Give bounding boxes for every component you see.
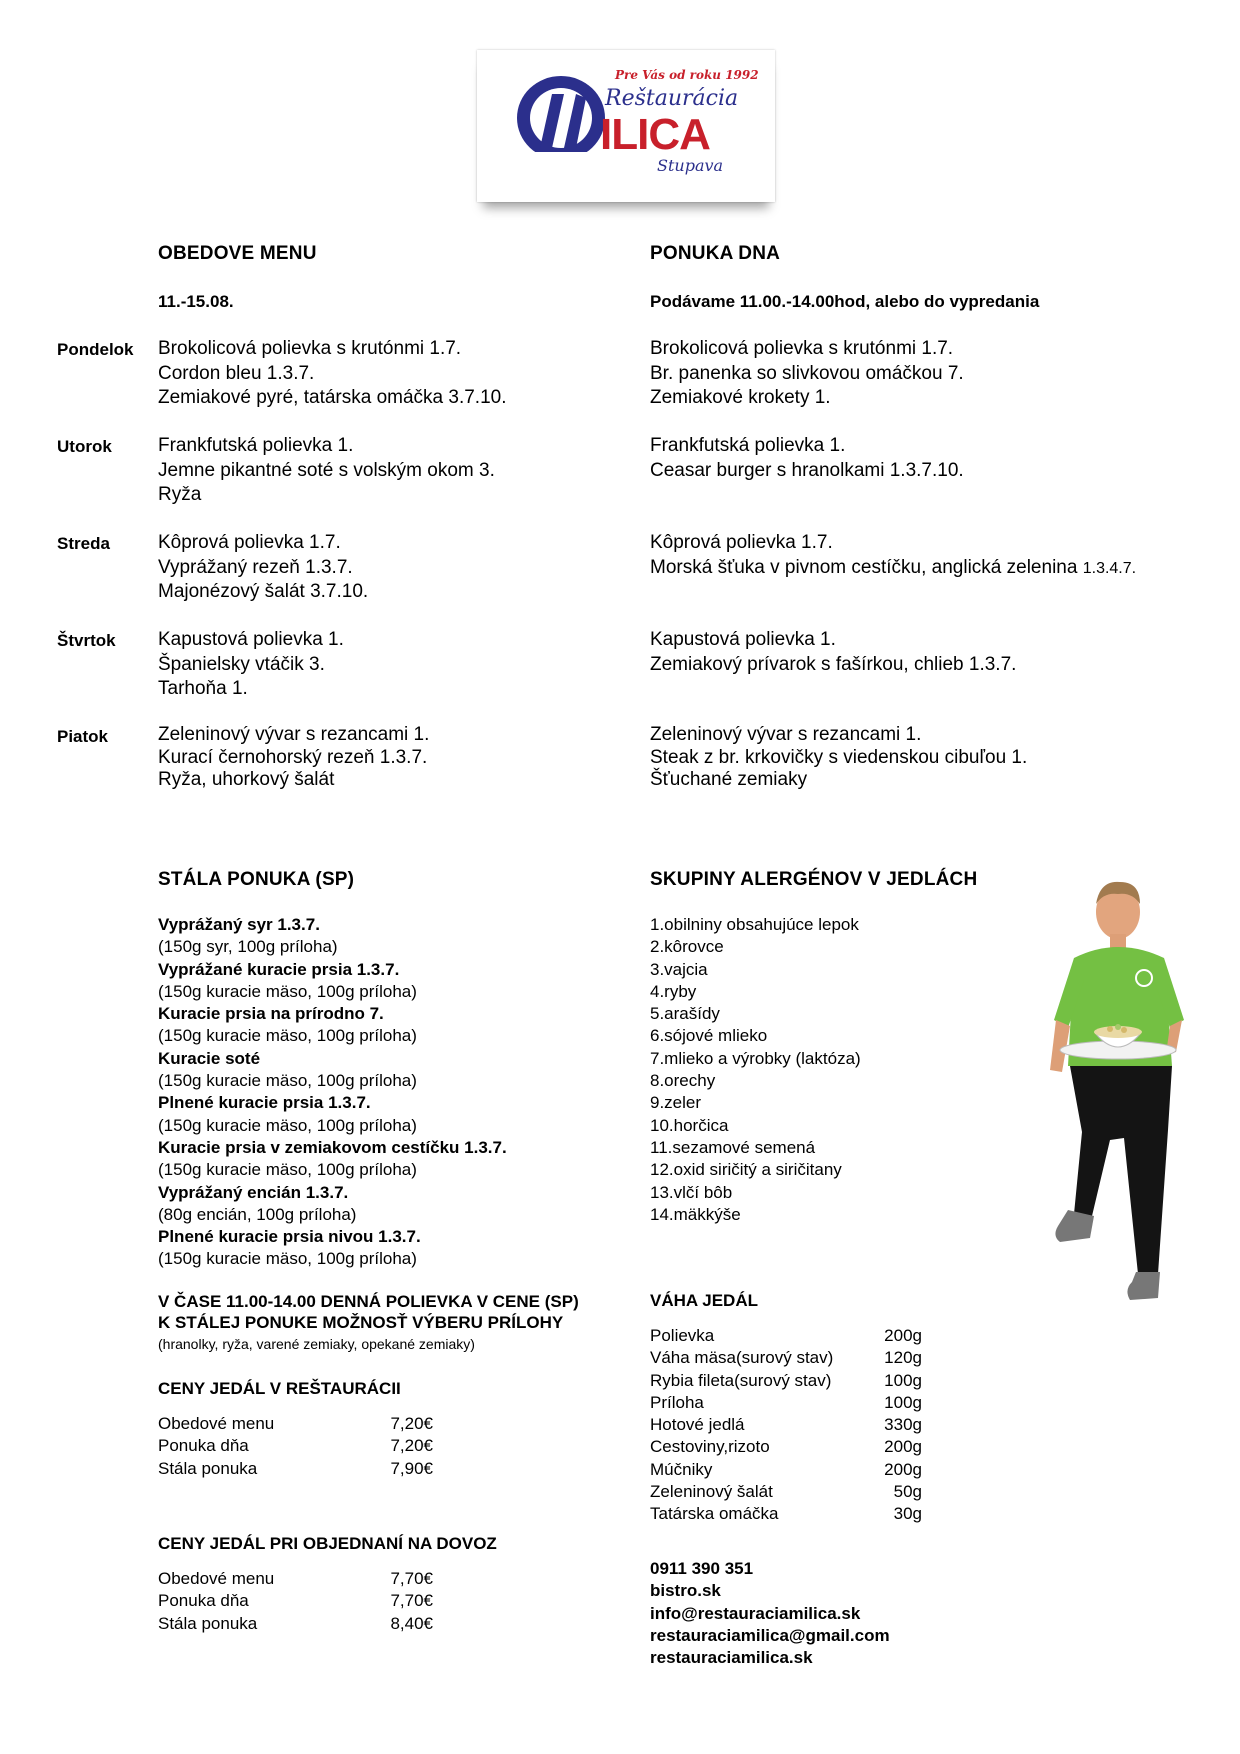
restaurant-prices-title: CENY JEDÁL V REŠTAURÁCII [158, 1379, 401, 1398]
allergen-item: 12.oxid siričitý a siričitany [650, 1160, 842, 1180]
offer-dishes [650, 531, 1240, 581]
weight-label: Rybia fileta(surový stav) [650, 1370, 832, 1390]
email-link[interactable]: restauraciamilica@gmail.com [650, 1625, 890, 1645]
lunch-dishes [158, 337, 638, 411]
allergen-item: 10.horčica [650, 1115, 729, 1135]
allergen-item: 13.vlčí bôb [650, 1182, 733, 1202]
offer-dishes [650, 337, 1210, 411]
soup-note-line: K STÁLEJ PONUKE MOŽNOSŤ VÝBERU PRÍLOHY [158, 1313, 564, 1332]
lunch-dishes [158, 434, 638, 508]
standing-item-name: Vyprážaný encián 1.3.7. [158, 1182, 349, 1202]
contact-block [650, 1558, 890, 1669]
daily-offer-title: PONUKA DNA [650, 243, 781, 264]
allergen-item: 8.orechy [650, 1071, 716, 1091]
weight-row [650, 1459, 922, 1481]
standing-item-name: Plnené kuracie prsia nivou 1.3.7. [158, 1227, 421, 1247]
standing-item-detail: (150g kuracie mäso, 100g príloha) [158, 1115, 417, 1135]
allergen-item: 11.sezamové semená [650, 1137, 816, 1157]
weight-label: Polievka [650, 1326, 715, 1345]
dish: Br. panenka so slivkovou omáčkou 7. [650, 362, 964, 384]
day-name: Utorok [57, 437, 112, 456]
dish: Steak z br. krkovičky s viedenskou cibuľou 1. [650, 746, 1028, 768]
dish: Ryža [158, 484, 202, 505]
standing-item-name: Kuracie soté [158, 1048, 261, 1068]
offer-dishes [650, 628, 1210, 677]
standing-offer-title: STÁLA PONUKA (SP) [158, 869, 355, 890]
dish: Vyprážaný rezeň 1.3.7. [158, 556, 353, 578]
price-value: 7,90€ [390, 1458, 433, 1478]
offer-dishes [650, 434, 1210, 483]
lunch-menu-title: OBEDOVE MENU [158, 243, 317, 264]
price-label: Ponuka dňa [158, 1436, 249, 1456]
dish: Zemiakové pyré, tatárska omáčka 3.7.10. [158, 387, 507, 408]
price-row [158, 1568, 433, 1590]
standing-item-name: Kuracie prsia v zemiakovom cestíčku 1.3.7. [158, 1137, 507, 1157]
dish: Kôprová polievka 1.7. [650, 532, 833, 553]
dish: Zemiakové krokety 1. [650, 387, 831, 408]
standing-item-detail: (150g kuracie mäso, 100g príloha) [158, 1249, 417, 1269]
dish: Frankfutská polievka 1. [158, 435, 354, 456]
weight-row [650, 1414, 922, 1436]
dish: Šťuchané zemiaky [650, 769, 808, 790]
weight-row [650, 1370, 922, 1392]
restaurant-prices-table [158, 1413, 433, 1480]
logo-slogan: Pre Vás od roku 1992 [615, 68, 759, 82]
price-row [158, 1613, 433, 1635]
delivery-prices-table [158, 1568, 433, 1635]
lunch-dishes [158, 531, 638, 605]
price-row [158, 1435, 433, 1457]
dish: Tarhoňa 1. [158, 678, 248, 699]
price-label: Obedové menu [158, 1569, 275, 1588]
price-value: 7,70€ [390, 1569, 433, 1588]
dish: Zeleninový vývar s rezancami 1. [158, 724, 430, 745]
weight-value: 30g [893, 1504, 922, 1524]
soup-note-line: V ČASE 11.00-14.00 DENNÁ POLIEVKA V CENE (SP) [158, 1292, 579, 1311]
dish: Zeleninový vývar s rezancami 1. [650, 724, 922, 745]
weight-label: Príloha [650, 1392, 704, 1412]
standing-item-detail: (150g kuracie mäso, 100g príloha) [158, 1071, 417, 1091]
day-name: Streda [57, 534, 110, 553]
allergen-item: 5.arašídy [650, 1004, 720, 1024]
weight-row [650, 1347, 922, 1369]
offer-dishes [650, 724, 1210, 792]
price-value: 7,20€ [390, 1436, 433, 1456]
phone-number[interactable]: 0911 390 351 [650, 1559, 754, 1578]
side-dish-options: (hranolky, ryža, varené zemiaky, opekané zemiaky) [158, 1336, 475, 1352]
allergens-title: SKUPINY ALERGÉNOV V JEDLÁCH [650, 869, 978, 890]
allergen-item: 1.obilniny obsahujúce lepok [650, 915, 859, 934]
logo-word: Reštaurácia [605, 86, 739, 111]
delivery-prices-title: CENY JEDÁL PRI OBJEDNANÍ NA DOVOZ [158, 1534, 497, 1553]
dish-name: Morská šťuka v pivnom cestíčku, anglická zelenina [650, 556, 1078, 578]
allergen-item: 7.mlieko a výrobky (laktóza) [650, 1048, 861, 1068]
weight-value: 200g [884, 1437, 922, 1457]
weight-value: 330g [884, 1415, 922, 1435]
price-row [158, 1413, 433, 1435]
weight-label: Tatárska omáčka [650, 1504, 779, 1524]
standing-offer-list [158, 914, 638, 1271]
standing-item-detail: (150g kuracie mäso, 100g príloha) [158, 981, 417, 1001]
day-name: Pondelok [57, 340, 134, 359]
weight-label: Hotové jedlá [650, 1415, 745, 1435]
website-link[interactable]: restauraciamilica.sk [650, 1648, 813, 1668]
dish: Frankfutská polievka 1. [650, 435, 846, 456]
standing-item-name: Kuracie prsia na prírodno 7. [158, 1004, 384, 1024]
restaurant-logo [477, 50, 775, 202]
dish: Zemiakový prívarok s fašírkou, chlieb 1.3.7. [650, 653, 1017, 675]
standing-item-name: Vyprážané kuracie prsia 1.3.7. [158, 959, 400, 979]
weight-value: 120g [884, 1348, 922, 1368]
weight-label: Múčniky [650, 1459, 713, 1479]
standing-item-detail: (150g kuracie mäso, 100g príloha) [158, 1026, 417, 1046]
weights-table [650, 1325, 922, 1526]
lunch-dishes [158, 628, 638, 702]
day-name: Piatok [57, 727, 109, 746]
dish: Kapustová polievka 1. [158, 629, 344, 650]
price-label: Obedové menu [158, 1414, 275, 1433]
dish: Ryža, uhorkový šalát [158, 769, 335, 790]
dish: Ceasar burger s hranolkami 1.3.7.10. [650, 459, 964, 481]
dish: Jemne pikantné soté s volským okom 3. [158, 459, 495, 481]
day-name: Štvrtok [57, 631, 116, 650]
standing-item-name: Vyprážaný syr 1.3.7. [158, 915, 320, 934]
daily-serving-time: Podávame 11.00.-14.00hod, alebo do vypredania [650, 292, 1040, 311]
logo-name: ILICA [600, 110, 710, 159]
soup-note [158, 1291, 579, 1333]
weight-row [650, 1436, 922, 1458]
website-link[interactable]: bistro.sk [650, 1581, 721, 1601]
logo-city: Stupava [657, 156, 724, 175]
weight-label: Cestoviny,rizoto [650, 1437, 770, 1457]
weights-title: VÁHA JEDÁL [650, 1291, 758, 1310]
dish: Kapustová polievka 1. [650, 629, 836, 650]
standing-item-detail: (150g kuracie mäso, 100g príloha) [158, 1160, 417, 1180]
allergen-list [650, 914, 1010, 1226]
dish: Kurací černohorský rezeň 1.3.7. [158, 746, 428, 768]
price-label: Ponuka dňa [158, 1591, 249, 1611]
dish: Majonézový šalát 3.7.10. [158, 581, 369, 602]
weight-row [650, 1325, 922, 1347]
allergen-item: 4.ryby [650, 981, 697, 1001]
allergen-item: 6.sójové mlieko [650, 1026, 768, 1046]
standing-item-detail: (80g encián, 100g príloha) [158, 1204, 357, 1224]
waiter-photo [1040, 870, 1200, 1310]
allergen-item: 2.kôrovce [650, 937, 724, 957]
weight-value: 100g [884, 1370, 922, 1390]
allergen-item: 14.mäkkýše [650, 1204, 741, 1224]
dish [650, 556, 1240, 582]
allergen-item: 3.vajcia [650, 959, 708, 979]
allergen-item: 9.zeler [650, 1093, 702, 1113]
dish: Brokolicová polievka s krutónmi 1.7. [650, 338, 954, 359]
weight-row [650, 1481, 922, 1503]
weight-value: 50g [893, 1482, 922, 1502]
price-value: 8,40€ [390, 1613, 433, 1633]
weight-label: Zeleninový šalát [650, 1482, 773, 1502]
price-row [158, 1458, 433, 1480]
weight-label: Váha mäsa(surový stav) [650, 1348, 834, 1368]
dish: Cordon bleu 1.3.7. [158, 362, 315, 384]
dish: Španielsky vtáčik 3. [158, 653, 325, 675]
dish-allergens: 1.3.4.7. [1082, 559, 1137, 577]
price-value: 7,70€ [390, 1591, 433, 1611]
weight-value: 200g [884, 1326, 922, 1345]
weight-row [650, 1392, 922, 1414]
price-label: Stála ponuka [158, 1458, 258, 1478]
logo-m-emblem-icon [514, 72, 610, 164]
standing-item-detail: (150g syr, 100g príloha) [158, 937, 338, 957]
dish: Kôprová polievka 1.7. [158, 532, 341, 553]
weight-value: 200g [884, 1459, 922, 1479]
price-label: Stála ponuka [158, 1613, 258, 1633]
weight-value: 100g [884, 1392, 922, 1412]
dish: Brokolicová polievka s krutónmi 1.7. [158, 338, 462, 359]
standing-item-name: Plnené kuracie prsia 1.3.7. [158, 1093, 371, 1113]
lunch-menu-dates: 11.-15.08. [158, 292, 234, 311]
weight-row [650, 1503, 922, 1525]
lunch-dishes [158, 724, 638, 792]
email-link[interactable]: info@restauraciamilica.sk [650, 1603, 861, 1623]
price-value: 7,20€ [390, 1414, 433, 1433]
price-row [158, 1590, 433, 1612]
